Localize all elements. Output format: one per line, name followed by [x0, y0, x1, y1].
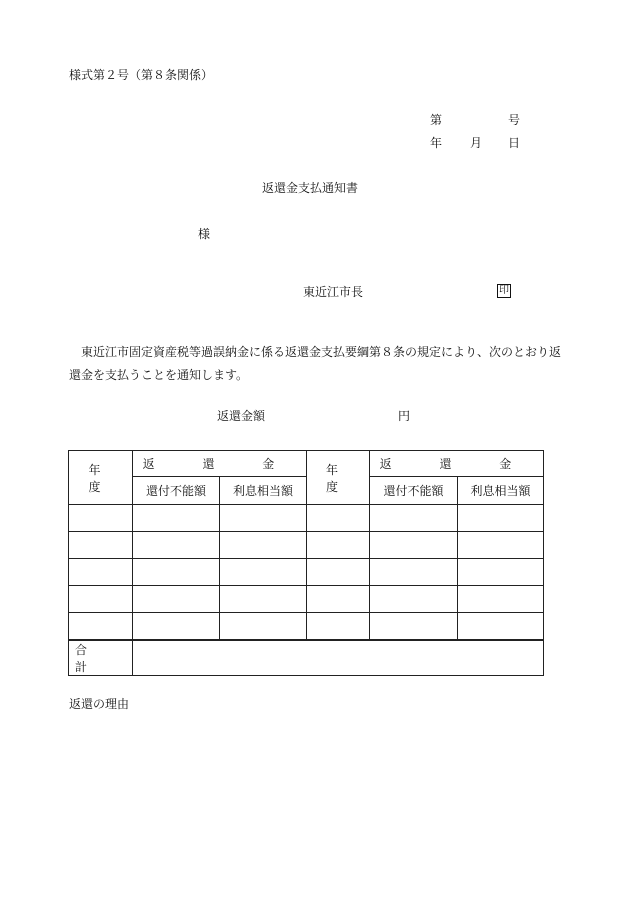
table-cell[interactable]: [307, 613, 370, 641]
table-cell[interactable]: [458, 613, 544, 641]
table-cell[interactable]: [220, 505, 307, 532]
refund-table: [68, 450, 544, 676]
table-cell[interactable]: [458, 532, 544, 559]
table-cell[interactable]: [458, 586, 544, 613]
table-row: [69, 505, 544, 532]
year-header-right: 年 度: [307, 451, 370, 505]
doc-number-go: 号: [508, 113, 521, 127]
table-cell[interactable]: [220, 586, 307, 613]
table-cell[interactable]: [458, 559, 544, 586]
table-cell[interactable]: [370, 559, 458, 586]
addressee-suffix: 様: [198, 227, 211, 241]
col-interest-right: 利息相当額: [458, 477, 544, 505]
doc-number-dai: 第: [430, 113, 443, 127]
table-cell[interactable]: [69, 586, 133, 613]
table-cell[interactable]: [69, 532, 133, 559]
table-row: [69, 613, 544, 641]
table-cell[interactable]: [370, 586, 458, 613]
refund-header-right: 返 還 金: [370, 451, 544, 477]
table-cell[interactable]: [370, 613, 458, 641]
amount-unit: 円: [398, 409, 411, 423]
table-cell[interactable]: [307, 505, 370, 532]
table-cell[interactable]: [458, 505, 544, 532]
amount-label: 返還金額: [217, 409, 266, 423]
body-paragraph: 東近江市固定資産税等過誤納金に係る返還金支払要綱第８条の規定により、次のとおり返還金を支払うことを通知します。: [69, 345, 562, 382]
col-interest-left: 利息相当額: [220, 477, 307, 505]
date-year: 年: [430, 136, 443, 150]
reason-label: 返還の理由: [69, 697, 130, 711]
table-cell[interactable]: [370, 532, 458, 559]
year-header-left: 年 度: [69, 451, 133, 505]
table-cell[interactable]: [307, 532, 370, 559]
table-cell[interactable]: [220, 532, 307, 559]
issuer-name: 東近江市長: [303, 285, 364, 299]
table-cell[interactable]: [69, 613, 133, 641]
table-row: [69, 532, 544, 559]
table-cell[interactable]: [133, 613, 220, 641]
table-cell[interactable]: [307, 559, 370, 586]
total-row: [69, 640, 544, 676]
table-row: [69, 586, 544, 613]
table-cell[interactable]: [220, 559, 307, 586]
table-cell[interactable]: [69, 559, 133, 586]
form-number: 様式第２号（第８条関係）: [69, 68, 214, 82]
table-cell[interactable]: [133, 586, 220, 613]
table-cell[interactable]: [370, 505, 458, 532]
table-row: [69, 559, 544, 586]
date-day: 日: [508, 136, 521, 150]
table-cell[interactable]: [133, 532, 220, 559]
seal-stamp: 印: [499, 285, 509, 296]
table-cell[interactable]: [133, 559, 220, 586]
col-unpaid-left: 還付不能額: [133, 477, 220, 505]
table-cell[interactable]: [220, 613, 307, 641]
document-title: 返還金支払通知書: [262, 181, 359, 195]
col-unpaid-right: 還付不能額: [370, 477, 458, 505]
table-cell[interactable]: [307, 586, 370, 613]
total-label: 合 計: [69, 640, 133, 676]
date-month: 月: [470, 136, 483, 150]
table-cell[interactable]: [69, 505, 133, 532]
table-cell[interactable]: [133, 505, 220, 532]
refund-header-left: 返 還 金: [133, 451, 307, 477]
total-value-cell[interactable]: [133, 640, 544, 676]
